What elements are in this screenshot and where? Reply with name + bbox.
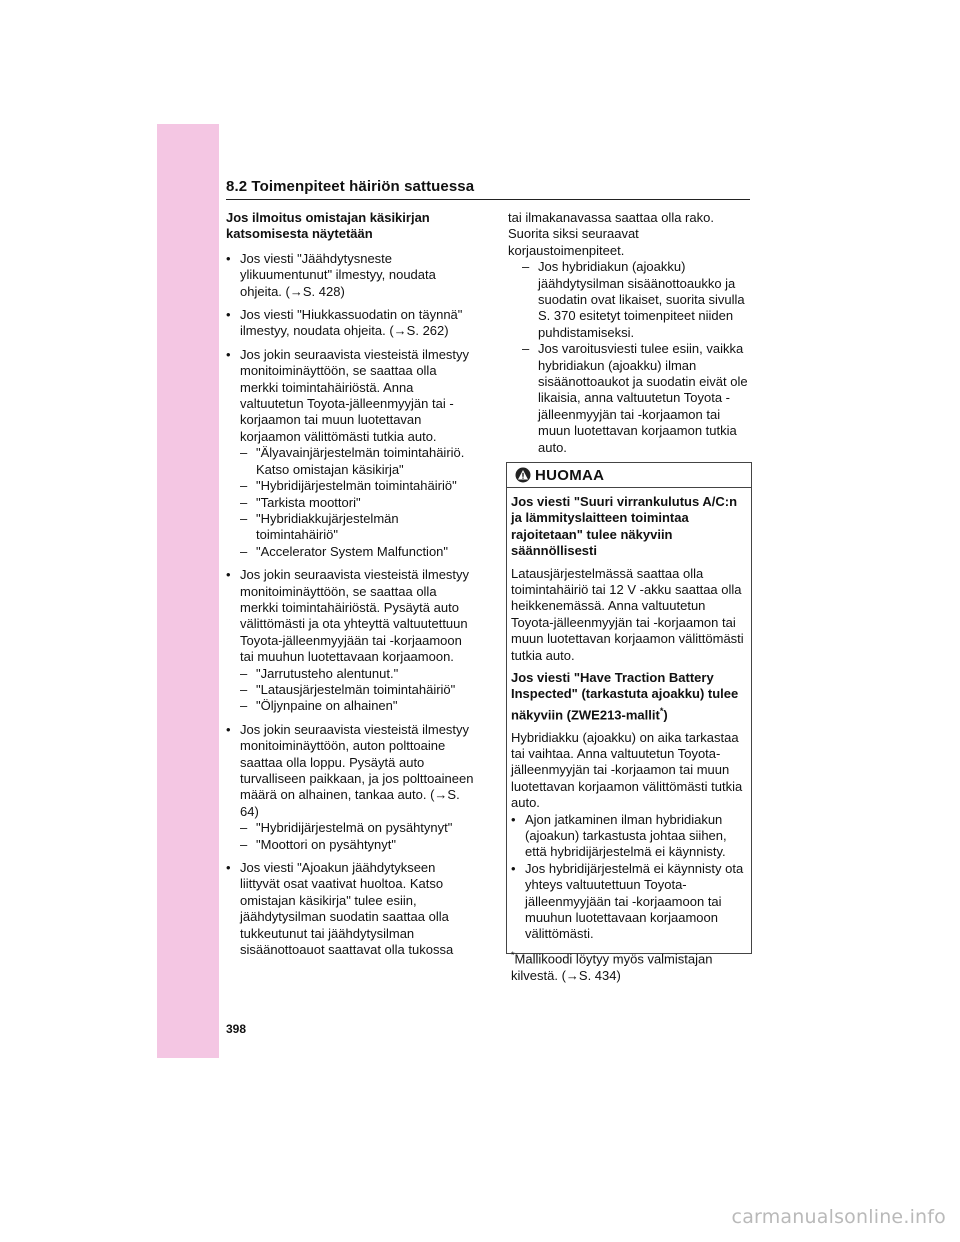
bullet-mark: • xyxy=(226,721,231,737)
sub-list-item: – "Tarkista moottori" xyxy=(240,494,361,510)
bullet-mark: • xyxy=(226,307,231,323)
notice-paragraph: Hybridiakku (ajoakku) on aika tarkastaa tai vaihtaa. Anna valtuutetun Toyota-jälleenmyyjän tai -korjaamon tai muun luotettavan korjaamon välittömästi tutkia auto. xyxy=(511,729,743,811)
notice-list-item: • Jos hybridijärjestelmä ei käynnisty ota yhteys valtuutettuun Toyota-jälleenmyyjään tai -korjaamoon tai muuhun luotettavaan korjaamoon välittömästi. xyxy=(511,860,744,942)
bullet-mark: • xyxy=(226,346,231,362)
list-item: • Jos viesti "Ajoakun jäähdytykseen liittyvät osat vaativat huoltoa. Katso omistajan käsikirja" tulee esiin, jäähdytysilman suodatin saattaa olla tukkeutunut tai jäähdytysilman sisäänottoauot saattavat olla tukossa xyxy=(226,860,454,958)
list-item: • Jos jokin seuraavista viesteistä ilmestyy monitoiminäyttöön, se saattaa olla merkki toimintahäiriöstä. Pysäytä auto välittömästi ja ota yhteyttä valtuutettuun Toyota-jälleenmyyjään tai -korjaamoon tai muuhun luotettavaan korjaamoon. xyxy=(226,567,470,665)
list-item: • Jos jokin seuraavista viesteistä ilmestyy monitoiminäyttöön, se saattaa olla merkki toimintahäiriöstä. Anna valtuutetun Toyota-jälleenmyyjän tai -korjaamon tai muun luotettavan korjaamon välittömästi tutkia auto. xyxy=(226,346,470,444)
bullet-mark: • xyxy=(226,250,231,266)
notice-paragraph: Latausjärjestelmässä saattaa olla toimintahäiriö tai 12 V -akku saattaa olla heikkenemässä. Anna valtuutetun Toyota-jälleenmyyjän tai -korjaamon tai muun luotettavan korjaamon välittömästi tutkia auto. xyxy=(511,565,744,663)
sub-list-item: – "Hybridijärjestelmän toimintahäiriö" xyxy=(240,478,457,494)
sub-list-item: – "Jarrutusteho alentunut." xyxy=(240,665,399,681)
list-item: • Jos viesti "Hiukkassuodatin on täynnä" ilmestyy, noudata ohjeita. (→S. 262) xyxy=(226,307,463,339)
footnote: *Mallikoodi löytyy myös valmistajan kilvestä. (→S. 434) xyxy=(511,949,713,983)
right-column xyxy=(508,210,754,456)
notice-body xyxy=(507,488,751,984)
continued-paragraph: tai ilmakanavassa saattaa olla rako. Suorita siksi seuraavat korjaustoimenpiteet. xyxy=(508,210,714,258)
sub-list-item: – "Älyavainjärjestelmän toimintahäiriö. Katso omistajan käsikirja" xyxy=(240,445,465,477)
sub-list xyxy=(226,445,478,560)
warning-icon xyxy=(515,467,531,483)
notice-heading: Jos viesti "Have Traction Battery Inspected" (tarkastuta ajoakku) tulee näkyviin (ZWE213-mallit*) xyxy=(511,670,739,723)
notice-box xyxy=(506,462,752,983)
sub-list-item: – "Hybridijärjestelmä on pysähtynyt" xyxy=(240,820,453,836)
notice-list-item: • Ajon jatkaminen ilman hybridiakun (ajoakun) tarkastusta johtaa siihen, että hybridijärjestelmä ei käynnisty. xyxy=(511,811,727,860)
bullet-mark: • xyxy=(226,567,231,583)
left-column xyxy=(226,210,478,965)
section-heading: Jos ilmoitus omistajan käsikirjan katsomisesta näytetään xyxy=(226,210,430,242)
section-side-tab xyxy=(157,124,219,1058)
sub-list-item: – Jos hybridiakun (ajoakku) jäähdytysilman sisäänottoaukko ja suodatin ovat likaiset, suorita sivulla S. 370 esitetyt toimenpiteet niiden puhdistamiseksi. xyxy=(522,259,745,340)
notice-title: HUOMAA xyxy=(535,466,605,484)
header-divider xyxy=(226,199,750,200)
sub-list-item: – Jos varoitusviesti tulee esiin, vaikka hybridiakun (ajoakku) ilman sisäänottoaukot ja suodatin eivät ole likaisia, anna valtuutetun Toyota -jälleenmyyjän tai -korjaamon tai muun luotettavan korjaamon tutkia auto. xyxy=(522,341,748,455)
page-number: 398 xyxy=(226,1022,247,1036)
list-item: • Jos jokin seuraavista viesteistä ilmestyy monitoiminäyttöön, auton polttoaine saattaa olla loppu. Pysäytä auto turvalliseen paikkaan, ja jos polttoaineen määrä on alhainen, tankaa auto. (→S. 64) xyxy=(226,721,474,819)
list-item: • Jos viesti "Jäähdytysneste ylikuumentunut" ilmestyy, noudata ohjeita. (→S. 428) xyxy=(226,250,436,299)
sub-list-item: – "Hybridiakkujärjestelmän toimintahäiriö" xyxy=(240,510,399,543)
section-title: 8.2 Toimenpiteet häiriön sattuessa xyxy=(226,178,475,195)
sub-list-item: – "Latausjärjestelmän toimintahäiriö" xyxy=(240,681,456,697)
sub-list-item: – "Moottori on pysähtynyt" xyxy=(240,836,397,852)
notice-heading: Jos viesti "Suuri virrankulutus A/C:n ja lämmityslaitteen toimintaa rajoitetaan" tulee näkyviin säännöllisesti xyxy=(511,494,738,559)
sub-list xyxy=(226,666,478,715)
sub-list-item: – "Öljynpaine on alhainen" xyxy=(240,698,398,714)
sub-list-item: – "Accelerator System Malfunction" xyxy=(240,543,449,559)
notice-header xyxy=(507,463,751,488)
sub-list xyxy=(226,820,478,853)
watermark: carmanualsonline.info xyxy=(731,1206,946,1228)
bullet-mark: • xyxy=(226,860,231,876)
